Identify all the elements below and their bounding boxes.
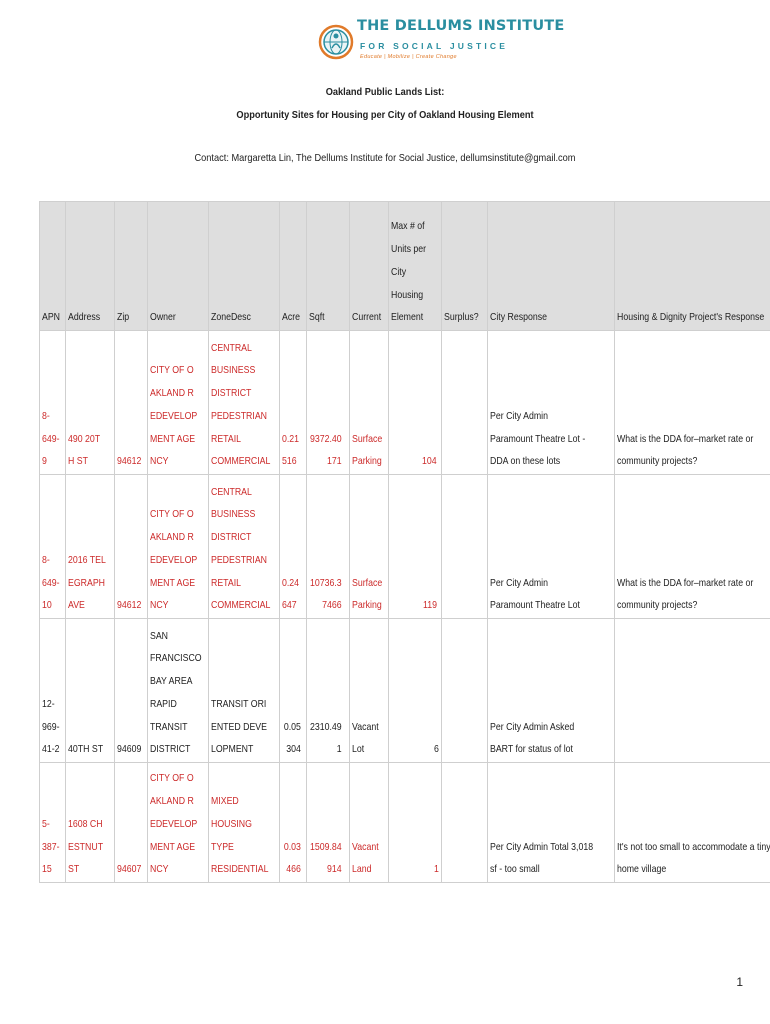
col-header-sqft: Sqft (307, 202, 350, 331)
logo (318, 16, 565, 72)
table-row (40, 331, 770, 475)
col-header-surplus: Surplus? (442, 202, 487, 331)
cell-sqft: 1509.84914 (307, 763, 350, 883)
cell-apn: 8-649-10 (40, 475, 66, 619)
cell-current: Surface Parking (350, 331, 389, 475)
cell-current: Surface Parking (350, 475, 389, 619)
cell-city-response: Per City Admin Paramount Theatre Lot (487, 475, 614, 619)
cell-acre: 0.21516 (280, 331, 307, 475)
cell-max-units: 6 (389, 619, 442, 763)
cell-owner: CITY OF OAKLAND REDEVELOPMENT AGENCY (148, 763, 209, 883)
cell-hdp-response: What is the DDA for–market rate or community projects? (614, 475, 770, 619)
cell-surplus (442, 763, 487, 883)
page-number: 1 (736, 975, 743, 989)
cell-zip: 94612 (114, 475, 147, 619)
cell-surplus (442, 619, 487, 763)
logo-subtitle: FOR SOCIAL JUSTICE (360, 41, 509, 51)
col-header-hdp-response: Housing & Dignity Project's Response (614, 202, 770, 331)
cell-current: Vacant Lot (350, 619, 389, 763)
cell-hdp-response (614, 619, 770, 763)
cell-zip: 94609 (114, 619, 147, 763)
cell-hdp-response: It's not too small to accommodate a tiny home village (614, 763, 770, 883)
cell-zonedesc: MIXED HOUSING TYPE RESIDENTIAL (209, 763, 280, 883)
cell-acre: 0.05304 (280, 619, 307, 763)
cell-address: 1608 CHESTNUT ST (65, 763, 114, 883)
document-title: Oakland Public Lands List: (325, 86, 445, 98)
table-row (40, 475, 770, 619)
cell-hdp-response: What is the DDA for–market rate or community projects? (614, 331, 770, 475)
cell-max-units: 104 (389, 331, 442, 475)
cell-city-response: Per City Admin Asked BART for status of lot (487, 619, 614, 763)
cell-surplus (442, 331, 487, 475)
logo-tagline: Educate | Mobilize | Create Change (360, 54, 457, 60)
col-header-city-response: City Response (487, 202, 614, 331)
col-header-apn: APN (40, 202, 66, 331)
col-header-current: Current (350, 202, 389, 331)
cell-surplus (442, 475, 487, 619)
globe-logo-icon (318, 18, 354, 68)
cell-owner: SAN FRANCISCO BAY AREA RAPID TRANSIT DISTRICT (148, 619, 209, 763)
cell-zonedesc: CENTRAL BUSINESS DISTRICT PEDESTRIAN RETAIL COMMERCIAL (209, 475, 280, 619)
cell-zip: 94607 (114, 763, 147, 883)
col-header-zip: Zip (114, 202, 147, 331)
cell-address: 2016 TELEGRAPH AVE (65, 475, 114, 619)
table-header-row (40, 202, 770, 331)
cell-zip: 94612 (114, 331, 147, 475)
cell-address: 40TH ST (65, 619, 114, 763)
table-row (40, 619, 770, 763)
logo-title: THE DELLUMS INSTITUTE (357, 18, 565, 34)
col-header-zonedesc: ZoneDesc (209, 202, 280, 331)
cell-sqft: 2310.491 (307, 619, 350, 763)
cell-sqft: 9372.40171 (307, 331, 350, 475)
contact-line: Contact: Margaretta Lin, The Dellums Institute for Social Justice, dellumsinstitute@gmail.com (194, 152, 576, 164)
public-lands-table (39, 201, 770, 883)
col-header-address: Address (65, 202, 114, 331)
cell-city-response: Per City Admin Paramount Theatre Lot - DDA on these lots (487, 331, 614, 475)
cell-zonedesc: TRANSIT ORIENTED DEVELOPMENT (209, 619, 280, 763)
cell-apn: 5-387-15 (40, 763, 66, 883)
cell-apn: 12-969-41-2 (40, 619, 66, 763)
cell-sqft: 10736.37466 (307, 475, 350, 619)
cell-city-response: Per City Admin Total 3,018 sf - too small (487, 763, 614, 883)
cell-address: 490 20TH ST (65, 331, 114, 475)
col-header-acre: Acre (280, 202, 307, 331)
cell-owner: CITY OF OAKLAND REDEVELOPMENT AGENCY (148, 475, 209, 619)
document-subtitle: Opportunity Sites for Housing per City of Oakland Housing Element (236, 109, 534, 121)
cell-max-units: 119 (389, 475, 442, 619)
cell-current: Vacant Land (350, 763, 389, 883)
cell-acre: 0.24647 (280, 475, 307, 619)
col-header-max-units: Max # of Units per City Housing Element (389, 202, 442, 331)
col-header-owner: Owner (148, 202, 209, 331)
cell-apn: 8-649-9 (40, 331, 66, 475)
cell-zonedesc: CENTRAL BUSINESS DISTRICT PEDESTRIAN RETAIL COMMERCIAL (209, 331, 280, 475)
cell-max-units: 1 (389, 763, 442, 883)
table-row (40, 763, 770, 883)
cell-owner: CITY OF OAKLAND REDEVELOPMENT AGENCY (148, 331, 209, 475)
cell-acre: 0.03466 (280, 763, 307, 883)
